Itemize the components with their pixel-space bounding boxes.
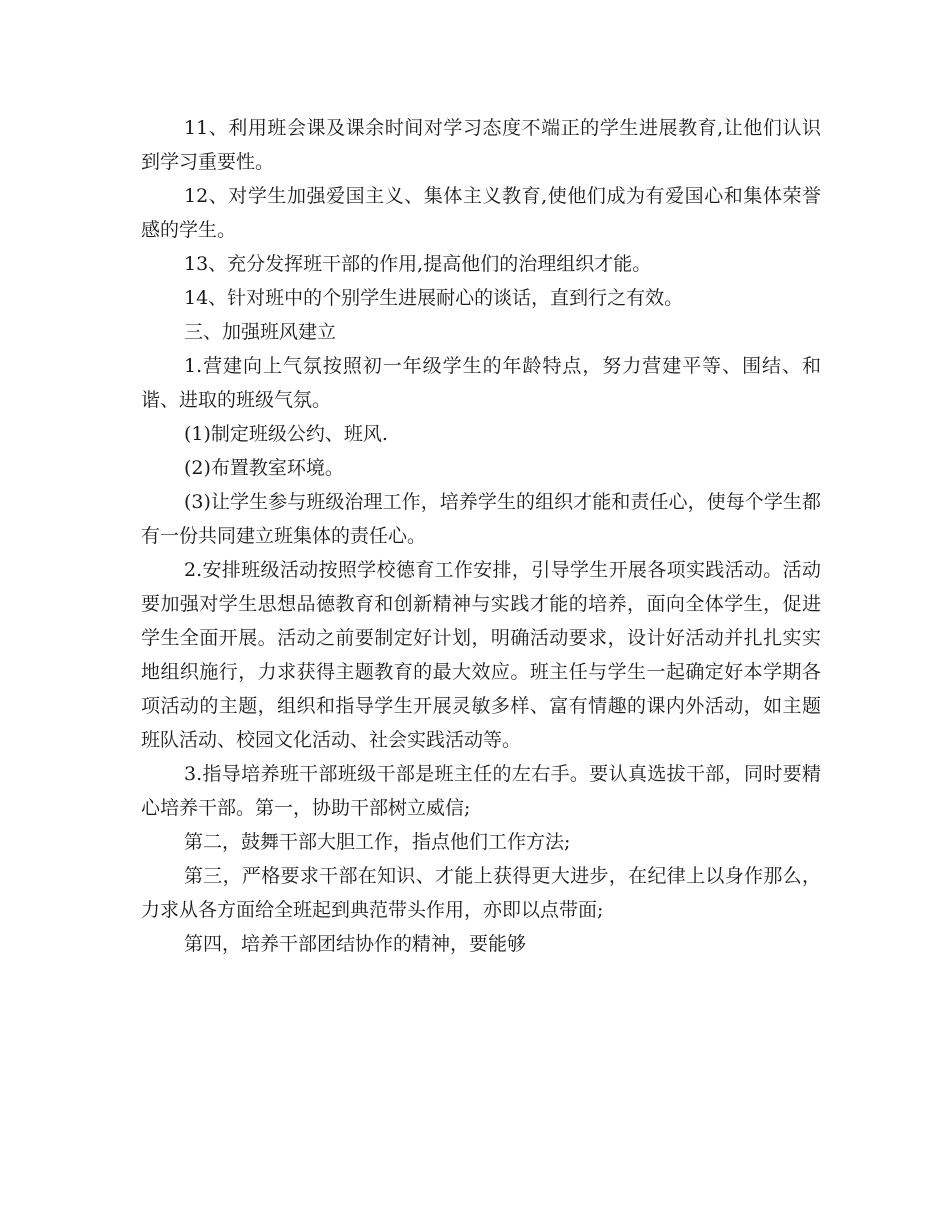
paragraph-class-activities: 2.安排班级活动按照学校德育工作安排，引导学生开展各项实践活动。活动要加强对学生思想品德教育和创新精神与实践才能的培养，面向全体学生，促进学生全面开展。活动之前要制定好计划，明确活动要求，设计好活动并扎扎实实地组织施行，力求获得主题教育的最大效应。班主任与学生一起确定好本学期各项活动的主题，组织和指导学生开展灵敏多样、富有情趣的课内外活动，如主题班队活动、校园文化活动、社会实践活动等。 bbox=[141, 559, 821, 751]
paragraph-11-class-meeting-education: 11、利用班会课及课余时间对学习态度不端正的学生进展教育,让他们认识到学习重要性。 bbox=[141, 117, 821, 173]
paragraph-classroom-environment: (2)布置教室环境。 bbox=[184, 457, 344, 479]
paragraph-cadre-training: 3.指导培养班干部班级干部是班主任的左右手。要认真选拔干部，同时要精心培养干部。第一，协助干部树立威信; bbox=[141, 763, 821, 819]
paragraph-12-patriotism-education: 12、对学生加强爱国主义、集体主义教育,使他们成为有爱国心和集体荣誉感的学生。 bbox=[141, 185, 821, 241]
paragraph-third-requirements: 第三，严格要求干部在知识、才能上获得更大进步，在纪律上以身作那么，力求从各方面给全班起到典范带头作用，亦即以点带面; bbox=[141, 865, 821, 921]
paragraph-fourth-teamwork: 第四，培养干部团结协作的精神，要能够 bbox=[184, 933, 527, 955]
paragraph-student-participation: (3)让学生参与班级治理工作，培养学生的组织才能和责任心，使每个学生都有一份共同建立班集体的责任心。 bbox=[141, 491, 821, 547]
paragraph-second-encourage: 第二，鼓舞干部大胆工作，指点他们工作方法; bbox=[184, 831, 571, 853]
section-heading-class-spirit: 三、加强班风建立 bbox=[184, 321, 337, 343]
document-body bbox=[141, 111, 821, 961]
paragraph-14-individual-talks: 14、针对班中的个别学生进展耐心的谈话，直到行之有效。 bbox=[184, 287, 684, 309]
paragraph-class-convention: (1)制定班级公约、班风. bbox=[184, 423, 388, 445]
paragraph-atmosphere: 1.营建向上气氛按照初一年级学生的年龄特点，努力营建平等、围结、和谐、进取的班级气氛。 bbox=[141, 355, 821, 411]
paragraph-13-class-cadres: 13、充分发挥班干部的作用,提高他们的治理组织才能。 bbox=[184, 253, 652, 275]
